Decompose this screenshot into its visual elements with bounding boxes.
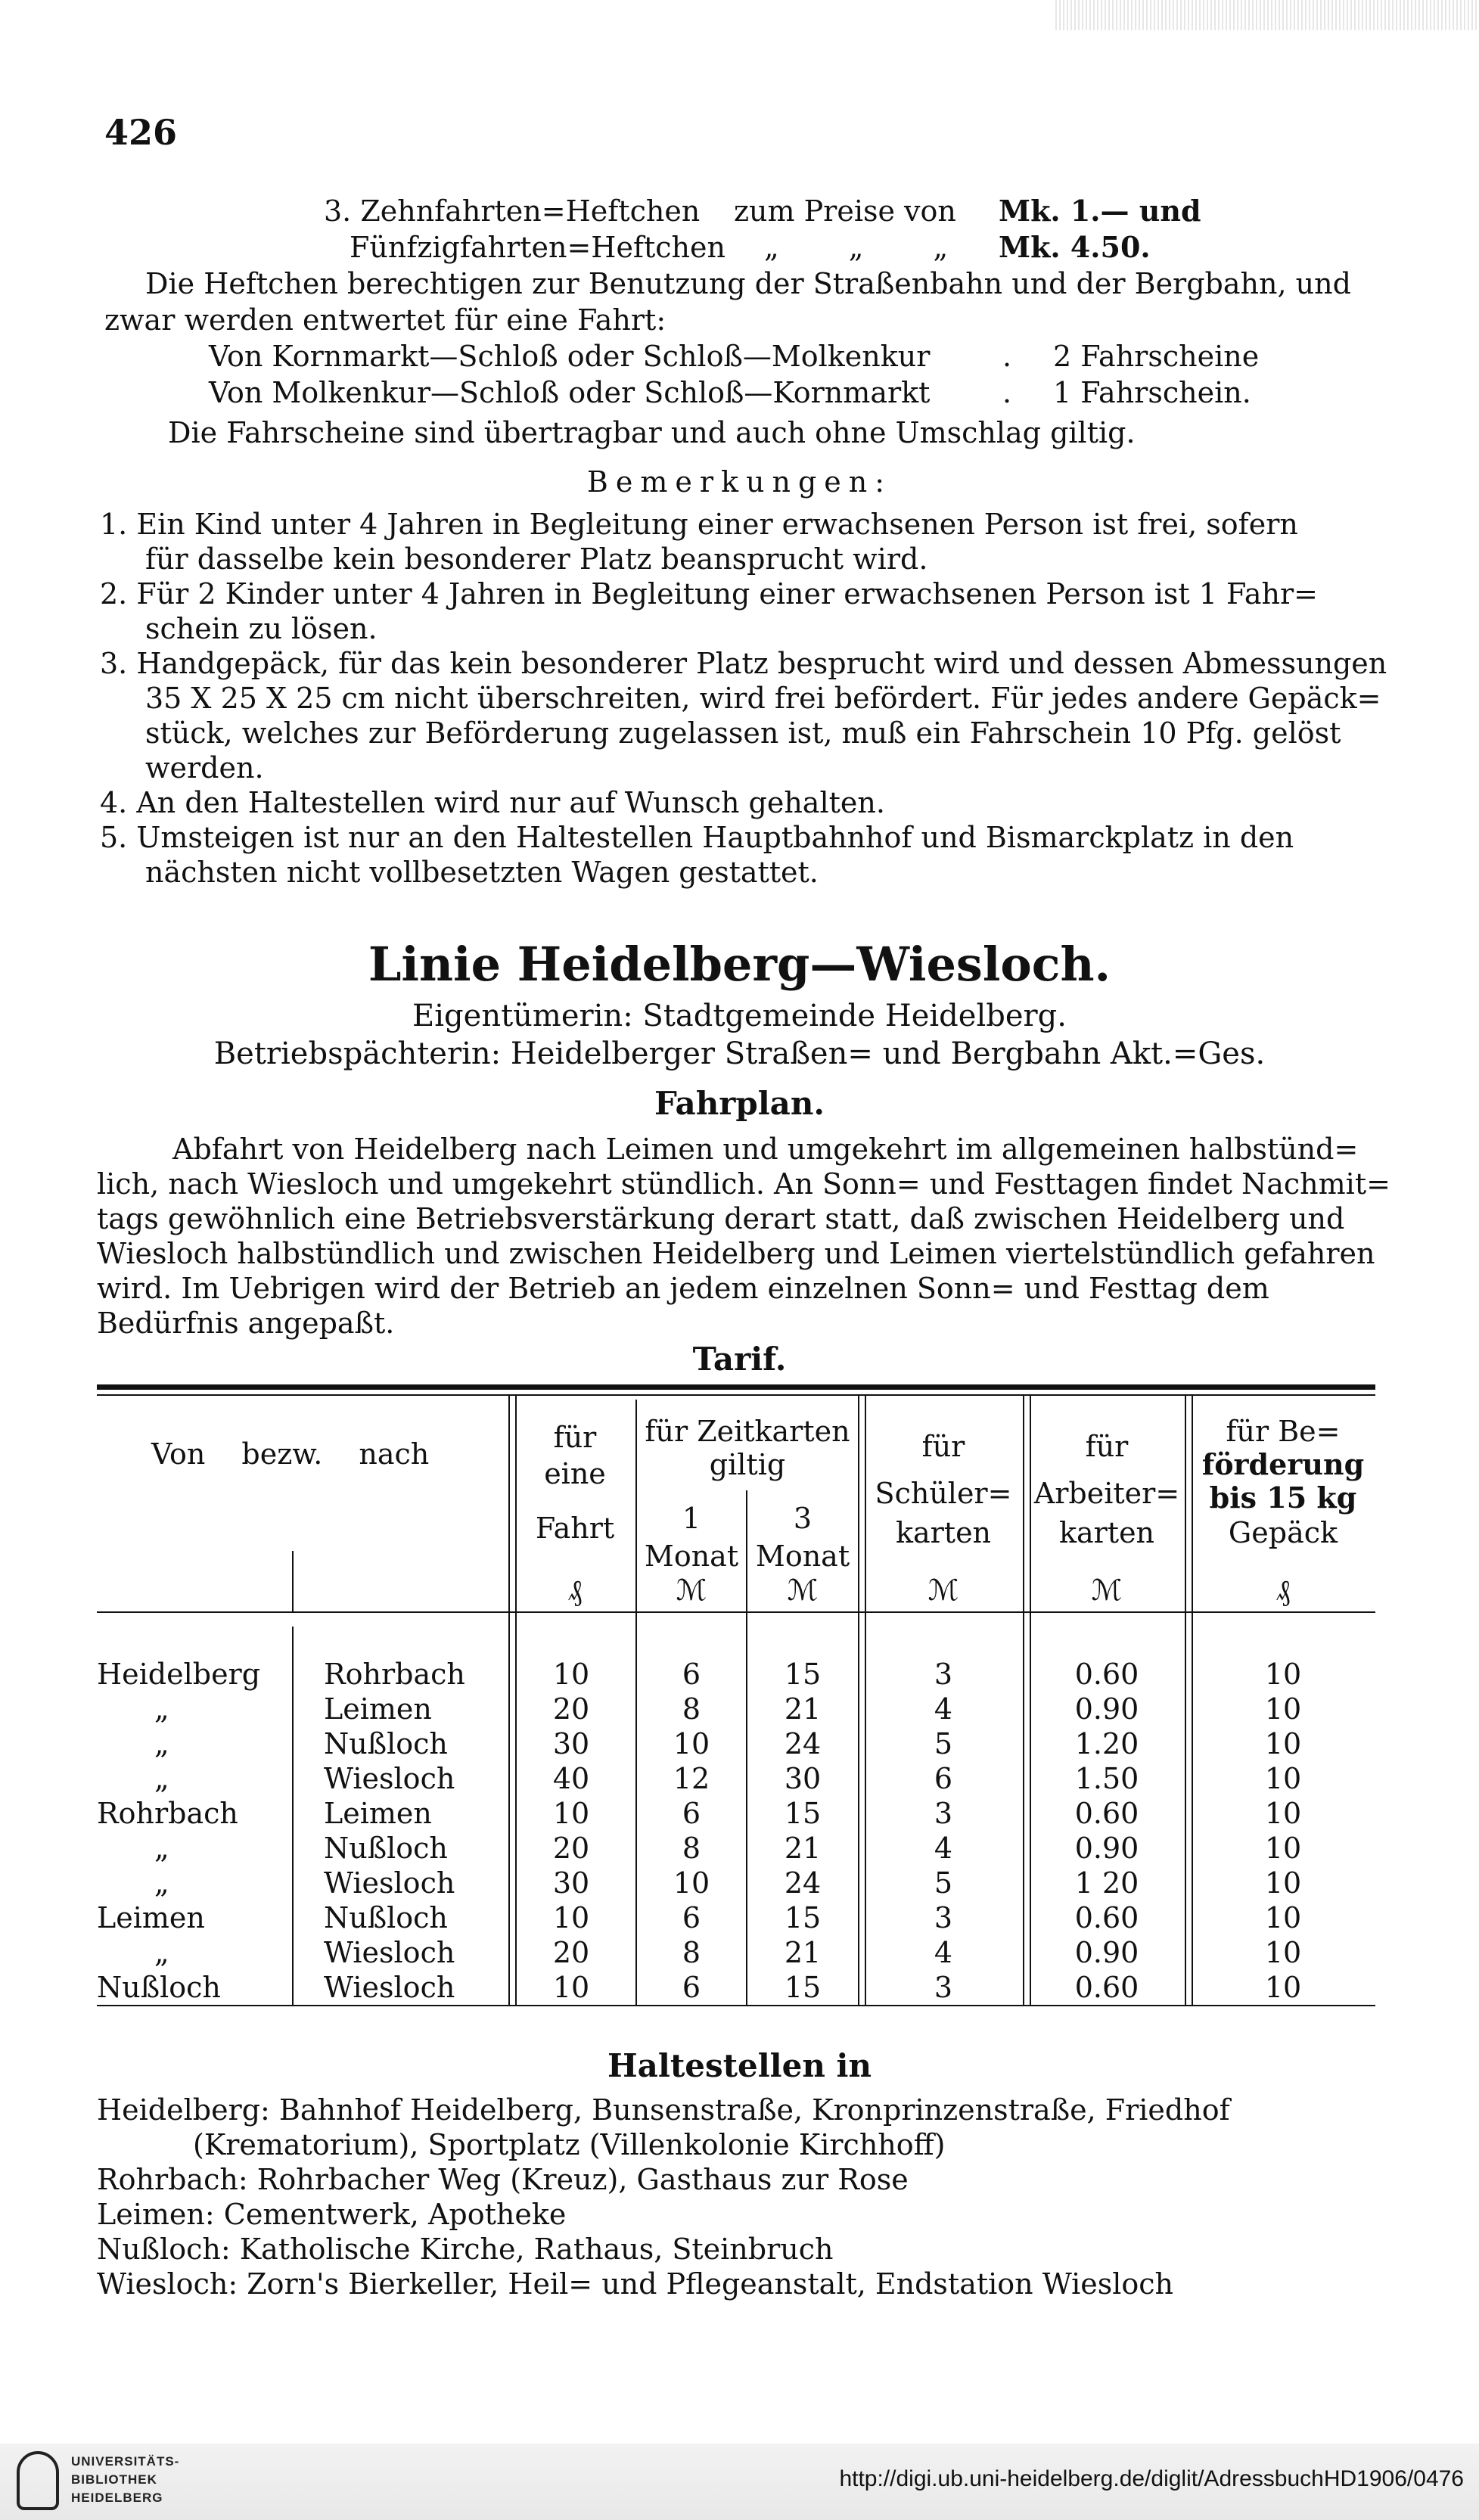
row-fahrt: 30 — [552, 1866, 590, 1900]
row-from: „ — [154, 1936, 169, 1969]
row-schueler: 5 — [934, 1727, 953, 1760]
stops-line-5: Nußloch: Katholische Kirche, Rathaus, Steinbruch — [97, 2233, 834, 2266]
row-fahrt: 20 — [552, 1692, 590, 1726]
table-top-rule-thick — [97, 1384, 1375, 1390]
row-arbeiter: 0.90 — [1074, 1936, 1139, 1969]
header-route: Von bezw. nach — [151, 1437, 430, 1471]
row-gepaeck: 10 — [1264, 1971, 1302, 2004]
stops-line-2: (Krematorium), Sportplatz (Villenkolonie Kirchhoff) — [193, 2128, 946, 2161]
logo-line-1: UNIVERSITÄTS- — [71, 2454, 180, 2469]
timetable-line-2: lich, nach Wiesloch und umgekehrt stündlich. An Sonn= und Festtagen findet Nachmit= — [97, 1167, 1390, 1201]
timetable-title: Fahrplan. — [654, 1085, 825, 1122]
route-2-text: Von Molkenkur—Schloß oder Schloß—Kornmarkt — [209, 376, 931, 409]
header-fahrt-3: Fahrt — [535, 1512, 615, 1545]
table-bottom-rule — [97, 2005, 1375, 2006]
row-schueler: 3 — [934, 1971, 953, 2004]
header-zeitkarten-1: für Zeitkarten — [645, 1415, 850, 1448]
ticket-usage-text: Die Heftchen berechtigen zur Benutzung der Straßenbahn und der Bergbahn, und — [145, 267, 1351, 300]
row-to: Wiesloch — [324, 1936, 455, 1969]
unit-monat3: ℳ — [787, 1574, 819, 1607]
header-fahrt-1: für — [553, 1421, 597, 1454]
remark-3-line-4: werden. — [145, 751, 264, 785]
row-from: „ — [154, 1692, 169, 1726]
remark-2-line-1: 2. Für 2 Kinder unter 4 Jahren in Begleitung einer erwachsenen Person ist 1 Fahr= — [100, 577, 1318, 611]
row-schueler: 3 — [934, 1901, 953, 1934]
row-arbeiter: 0.60 — [1074, 1901, 1139, 1934]
row-fahrt: 20 — [552, 1936, 590, 1969]
row-schueler: 4 — [934, 1936, 953, 1969]
page-number: 426 — [104, 112, 178, 153]
stops-title: Haltestellen in — [607, 2047, 872, 2084]
row-from: „ — [154, 1762, 169, 1795]
row-to: Leimen — [324, 1692, 432, 1726]
ticket-line-2-ditto: „ „ „ — [764, 231, 979, 264]
row-monat3: 21 — [784, 1832, 822, 1865]
row-gepaeck: 10 — [1264, 1797, 1302, 1830]
row-to: Leimen — [324, 1797, 432, 1830]
unit-schueler: ℳ — [927, 1574, 959, 1607]
logo-line-3: HEIDELBERG — [71, 2490, 163, 2505]
header-fahrt-2: eine — [544, 1457, 606, 1490]
row-from: Nußloch — [97, 1971, 221, 2004]
table-header-rule — [97, 1611, 1375, 1613]
row-schueler: 4 — [934, 1832, 953, 1865]
row-to: Wiesloch — [324, 1762, 455, 1795]
row-arbeiter: 1 20 — [1074, 1866, 1139, 1900]
logo-line-2: BIBLIOTHEK — [71, 2472, 157, 2487]
header-schueler-1: für — [921, 1430, 965, 1463]
row-arbeiter: 0.60 — [1074, 1797, 1139, 1830]
stops-line-4: Leimen: Cementwerk, Apotheke — [97, 2198, 567, 2231]
row-monat1: 6 — [682, 1971, 701, 2004]
row-fahrt: 10 — [552, 1797, 590, 1830]
row-fahrt: 30 — [552, 1727, 590, 1760]
row-schueler: 5 — [934, 1866, 953, 1900]
remark-5-line-2: nächsten nicht vollbesetzten Wagen gestattet. — [145, 856, 819, 889]
header-gepaeck-4: Gepäck — [1228, 1516, 1338, 1549]
col-divider-route-body — [292, 1627, 294, 2005]
row-gepaeck: 10 — [1264, 1936, 1302, 1969]
remark-4-line-1: 4. An den Haltestellen wird nur auf Wunsch gehalten. — [100, 786, 885, 819]
unit-arbeiter: ℳ — [1091, 1574, 1123, 1607]
timetable-line-4: Wiesloch halbstündlich und zwischen Heidelberg und Leimen viertelstündlich gefahren — [97, 1237, 1375, 1270]
remark-3-line-3: stück, welches zur Beförderung zugelassen ist, muß ein Fahrschein 10 Pfg. gelöst — [145, 716, 1341, 750]
header-gepaeck-1: für Be= — [1226, 1415, 1341, 1448]
row-from: Heidelberg — [97, 1658, 261, 1691]
unit-monat1: ℳ — [676, 1574, 707, 1607]
row-monat3: 15 — [784, 1901, 822, 1934]
unit-fahrt: ₰ — [567, 1574, 583, 1607]
route-2-value: 1 Fahrschein. — [1053, 376, 1251, 409]
row-monat3: 15 — [784, 1971, 822, 2004]
row-arbeiter: 1.50 — [1074, 1762, 1139, 1795]
row-from: „ — [154, 1866, 169, 1900]
route-1-value: 2 Fahrscheine — [1053, 340, 1260, 373]
remark-2-line-2: schein zu lösen. — [145, 612, 378, 645]
row-schueler: 3 — [934, 1797, 953, 1830]
line-heading: Linie Heidelberg—Wiesloch. — [368, 937, 1111, 992]
row-monat3: 15 — [784, 1658, 822, 1691]
row-monat1: 10 — [673, 1727, 710, 1760]
stops-line-3: Rohrbach: Rohrbacher Weg (Kreuz), Gasthaus zur Rose — [97, 2163, 909, 2196]
row-monat1: 12 — [673, 1762, 710, 1795]
row-arbeiter: 1.20 — [1074, 1727, 1139, 1760]
row-gepaeck: 10 — [1264, 1658, 1302, 1691]
library-logo-icon — [17, 2451, 59, 2510]
row-fahrt: 10 — [552, 1901, 590, 1934]
remark-3-line-1: 3. Handgepäck, für das kein besonderer Platz besprucht wird und dessen Abmessungen — [100, 647, 1387, 680]
remark-1-line-2: für dasselbe kein besonderer Platz beansprucht wird. — [145, 542, 928, 576]
row-from: Rohrbach — [97, 1797, 238, 1830]
row-fahrt: 10 — [552, 1658, 590, 1691]
header-schueler-3: karten — [895, 1516, 992, 1549]
row-monat1: 8 — [682, 1936, 701, 1969]
header-schueler-2: Schüler= — [875, 1477, 1012, 1510]
row-schueler: 3 — [934, 1658, 953, 1691]
row-monat1: 8 — [682, 1832, 701, 1865]
timetable-line-1: Abfahrt von Heidelberg nach Leimen und umgekehrt im allgemeinen halbstünd= — [172, 1133, 1359, 1166]
route-1-text: Von Kornmarkt—Schloß oder Schloß—Molkenkur — [209, 340, 931, 373]
row-monat3: 24 — [784, 1866, 822, 1900]
row-gepaeck: 10 — [1264, 1727, 1302, 1760]
row-from: „ — [154, 1727, 169, 1760]
row-to: Nußloch — [324, 1727, 448, 1760]
row-monat1: 10 — [673, 1866, 710, 1900]
row-gepaeck: 10 — [1264, 1832, 1302, 1865]
row-monat1: 6 — [682, 1658, 701, 1691]
row-arbeiter: 0.90 — [1074, 1832, 1139, 1865]
row-monat1: 6 — [682, 1797, 701, 1830]
route-2-dot: . — [1002, 376, 1012, 409]
ticket-line-1-price: Mk. 1.— und — [999, 194, 1201, 228]
row-monat3: 21 — [784, 1692, 822, 1726]
row-arbeiter: 0.60 — [1074, 1971, 1139, 2004]
tariff-title: Tarif. — [692, 1341, 787, 1378]
stops-line-1: Heidelberg: Bahnhof Heidelberg, Bunsenstraße, Kronprinzenstraße, Friedhof — [97, 2093, 1230, 2127]
row-from: „ — [154, 1832, 169, 1865]
row-gepaeck: 10 — [1264, 1866, 1302, 1900]
row-monat1: 6 — [682, 1901, 701, 1934]
col-divider-route-short — [292, 1551, 294, 1613]
row-schueler: 6 — [934, 1762, 953, 1795]
scan-edge-noise — [1055, 0, 1479, 30]
row-gepaeck: 10 — [1264, 1692, 1302, 1726]
row-fahrt: 20 — [552, 1832, 590, 1865]
header-arbeiter-3: karten — [1058, 1516, 1155, 1549]
route-1-dot: . — [1002, 340, 1012, 373]
row-to: Wiesloch — [324, 1971, 455, 2004]
row-to: Nußloch — [324, 1832, 448, 1865]
unit-gepaeck: ₰ — [1275, 1574, 1291, 1607]
remarks-title: Bemerkungen: — [586, 465, 893, 499]
row-monat1: 8 — [682, 1692, 701, 1726]
timetable-line-6: Bedürfnis angepaßt. — [97, 1307, 395, 1340]
row-to: Nußloch — [324, 1901, 448, 1934]
owner-line: Eigentümerin: Stadtgemeinde Heidelberg. — [412, 999, 1067, 1033]
header-gepaeck-2: förderung — [1201, 1447, 1365, 1481]
row-arbeiter: 0.90 — [1074, 1692, 1139, 1726]
ticket-usage-text-2: zwar werden entwertet für eine Fahrt: — [104, 303, 666, 337]
header-gepaeck-3: bis 15 kg — [1209, 1481, 1357, 1515]
header-arbeiter-2: Arbeiter= — [1033, 1477, 1180, 1510]
ticket-line-1-mid: zum Preise von — [734, 194, 956, 228]
header-arbeiter-1: für — [1085, 1430, 1129, 1463]
row-to: Rohrbach — [324, 1658, 465, 1691]
row-arbeiter: 0.60 — [1074, 1658, 1139, 1691]
timetable-line-3: tags gewöhnlich eine Betriebsverstärkung derart statt, daß zwischen Heidelberg und — [97, 1202, 1345, 1235]
row-schueler: 4 — [934, 1692, 953, 1726]
timetable-line-5: wird. Im Uebrigen wird der Betrieb an jedem einzelnen Sonn= und Festtag dem — [97, 1272, 1269, 1305]
remark-1-line-1: 1. Ein Kind unter 4 Jahren in Begleitung einer erwachsenen Person ist frei, sofern — [100, 508, 1298, 541]
source-url-link[interactable]: http://digi.ub.uni-heidelberg.de/diglit/AdressbuchHD1906/0476 — [839, 2466, 1464, 2491]
table-top-rule-thin — [97, 1394, 1375, 1396]
header-monat1-num: 1 — [682, 1502, 701, 1535]
row-from: Leimen — [97, 1901, 205, 1934]
row-monat3: 15 — [784, 1797, 822, 1830]
row-gepaeck: 10 — [1264, 1762, 1302, 1795]
row-monat3: 30 — [784, 1762, 822, 1795]
stops-line-6: Wiesloch: Zorn's Bierkeller, Heil= und Pflegeanstalt, Endstation Wiesloch — [97, 2267, 1174, 2301]
row-to: Wiesloch — [324, 1866, 455, 1900]
remark-3-line-2: 35 X 25 X 25 cm nicht überschreiten, wird frei befördert. Für jedes andere Gepäck= — [145, 682, 1381, 715]
row-monat3: 24 — [784, 1727, 822, 1760]
ticket-line-1-label: 3. Zehnfahrten=Heftchen — [324, 194, 701, 228]
row-fahrt: 40 — [552, 1762, 590, 1795]
row-gepaeck: 10 — [1264, 1901, 1302, 1934]
header-monat3-label: Monat — [755, 1540, 850, 1573]
ticket-line-2-label: Fünfzigfahrten=Heftchen — [350, 231, 726, 264]
ticket-line-2-price: Mk. 4.50. — [999, 230, 1151, 264]
header-monat3-num: 3 — [793, 1502, 813, 1535]
operator-line: Betriebspächterin: Heidelberger Straßen= und Bergbahn Akt.=Ges. — [213, 1036, 1266, 1071]
header-monat1-label: Monat — [644, 1540, 739, 1573]
row-monat3: 21 — [784, 1936, 822, 1969]
transferable-note: Die Fahrscheine sind übertragbar und auch ohne Umschlag giltig. — [168, 416, 1136, 449]
remark-5-line-1: 5. Umsteigen ist nur an den Haltestellen Hauptbahnhof und Bismarckplatz in den — [100, 821, 1294, 854]
header-zeitkarten-2: giltig — [709, 1448, 786, 1481]
row-fahrt: 10 — [552, 1971, 590, 2004]
